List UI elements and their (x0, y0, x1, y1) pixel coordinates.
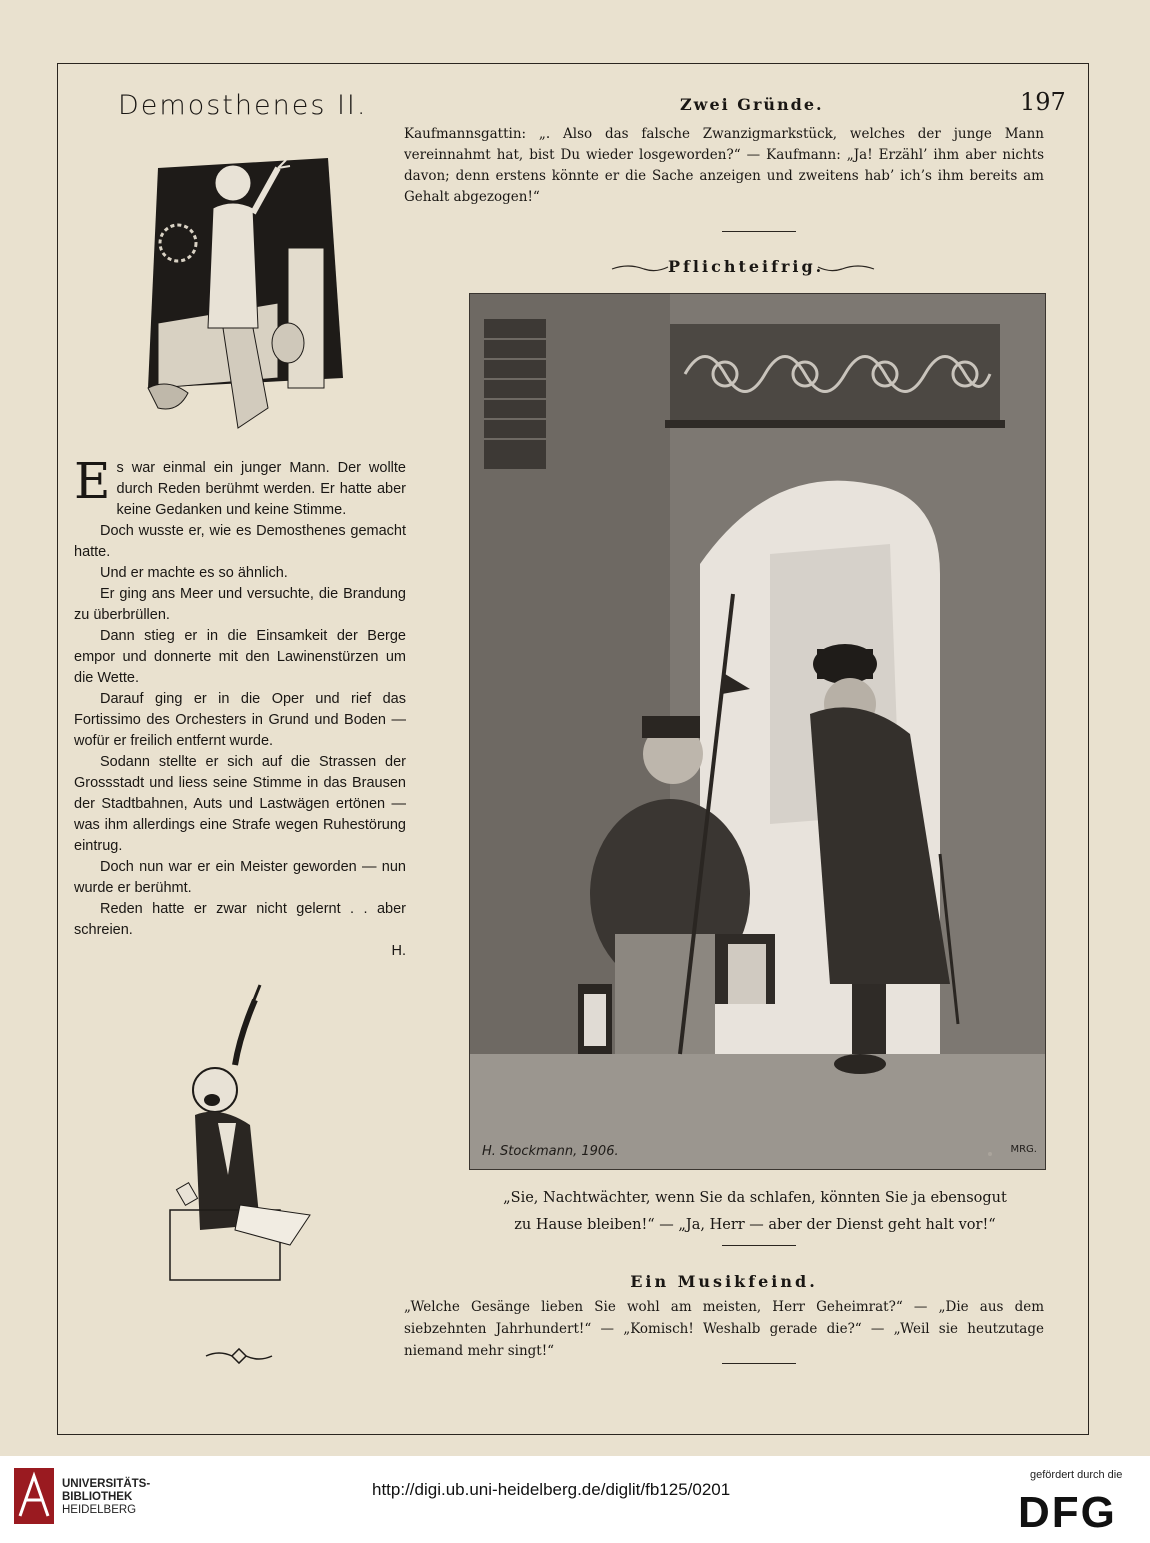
paragraph (74, 452, 406, 521)
artist-signature: H. Stockmann, 1906. (482, 1144, 619, 1159)
library-line: UNIVERSITÄTS- (62, 1478, 151, 1490)
demosthenes-story (74, 452, 406, 962)
shouting-man-drawing (140, 975, 350, 1295)
page-number: 197 (1020, 88, 1066, 116)
pflichteifrig-title: Pflichteifrig. (668, 257, 825, 276)
source-url-link[interactable]: http://digi.ub.uni-heidelberg.de/diglit/fb125/0201 (372, 1480, 731, 1499)
paragraph: Reden hatte er zwar nicht gelernt . . aber schreien. (74, 901, 406, 938)
nightwatchman-caption (460, 1185, 1050, 1239)
nightwatchman-illustration (469, 293, 1046, 1170)
zwei-gruende-title: Zwei Gründe. (680, 95, 824, 114)
divider (722, 231, 796, 232)
dropcap: E (74, 452, 111, 510)
musikfeind-text: „Welche Gesänge lieben Sie wohl am meisten, Herr Geheimrat?“ — „Die aus dem siebzehnten Jahrhundert!“ — „Komisch! Weshalb gerade die?“ — „Weil sie heutzutage niemand mehr singt!“ (404, 1299, 1044, 1359)
paragraph: Darauf ging er in die Oper und rief das Fortissimo des Orchesters in Grund und Boden — wofür er freilich entfernt wurde. (74, 691, 406, 749)
library-name (62, 1478, 150, 1517)
paragraph: Doch nun war er ein Meister geworden — nun wurde er berühmt. (74, 859, 406, 896)
illustration-drawing (470, 294, 1045, 1169)
library-line: HEIDELBERG (62, 1504, 137, 1516)
monogram: MRG. (1010, 1144, 1037, 1155)
divider (722, 1245, 796, 1246)
orator-drawing (128, 128, 358, 440)
caption-line-2: zu Hause bleiben!“ — „Ja, Herr — aber der Dienst geht halt vor!“ (514, 1217, 996, 1233)
orator-illustration (128, 128, 358, 440)
paragraph: Und er machte es so ähnlich. (100, 565, 288, 581)
pflichteifrig-heading (608, 255, 878, 281)
paragraph: Sodann stellte er sich auf die Strassen der Grossstadt und liess seine Stimme in das Brausen der Stadtbahnen, Auts und Lastwägen ertönen — was ihm allerdings eine Strafe wegen Ruhestörung eintrug. (74, 754, 406, 854)
university-logo-icon (14, 1468, 54, 1524)
paragraph: Doch wusste er, wie es Demosthenes gemacht hatte. (74, 523, 406, 560)
library-line: BIBLIOTHEK (62, 1491, 133, 1503)
demosthenes-title: Demosthenes II. (118, 90, 368, 121)
zwei-gruende-text: Kaufmannsgattin: „. Also das falsche Zwanzigmarkstück, welches der junge Mann vereinnahmt hat, bist Du wieder losgeworden?“ — Kaufmann: „Ja! Erzähl’ ihm aber nichts davon; denn erstens könnte er die Sache anzeigen und zweitens hab’ ich’s ihm bereits am Gehalt abgezogen!“ (404, 126, 1044, 205)
author-signature: H. (391, 943, 406, 959)
caption-line-1: „Sie, Nachtwächter, wenn Sie da schlafen, könnten Sie ja ebensogut (503, 1190, 1007, 1206)
divider (722, 1363, 796, 1364)
paragraph: Dann stieg er in die Einsamkeit der Berge empor und donnerte mit den Lawinenstürzen um die Wette. (74, 628, 406, 686)
dfg-logo: DFG (1018, 1488, 1117, 1537)
ornament-icon (204, 1346, 274, 1366)
paragraph: Er ging ans Meer und versuchte, die Brandung zu überbrüllen. (74, 586, 406, 623)
paragraph-text: s war einmal ein junger Mann. Der wollte durch Reden berühmt werden. Er hatte aber keine Gedanken und keine Stimme. (116, 460, 406, 518)
musikfeind-title: Ein Musikfeind. (630, 1272, 818, 1291)
funding-label: gefördert durch die (1030, 1469, 1123, 1481)
shouting-man-illustration (140, 975, 350, 1295)
